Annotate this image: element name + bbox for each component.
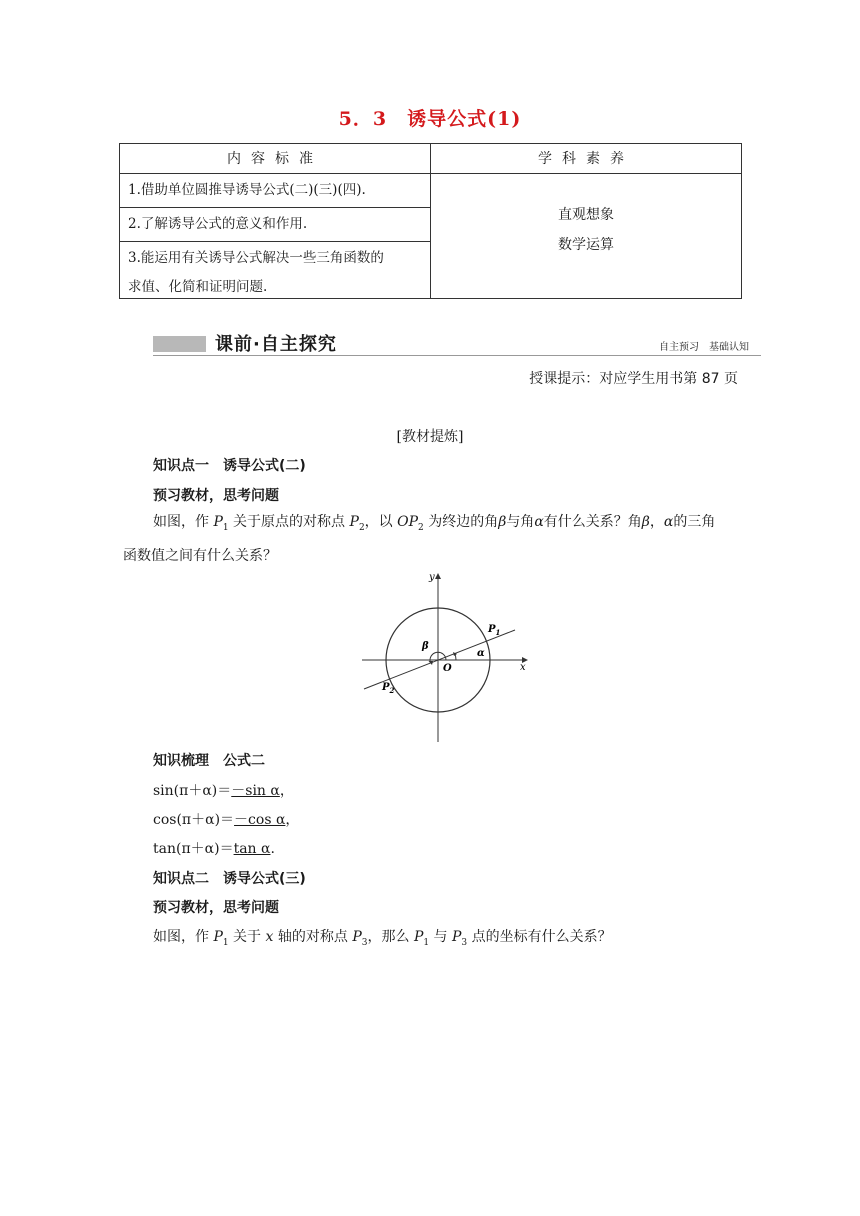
section-marker: [153, 336, 206, 352]
kp2-question: 如图，作 $P_1$ 关于 x 轴的对称点 $P_3$，那么 $P_1$ 与 $P_3$ 点的坐标有什么关系？: [153, 929, 612, 948]
kp1-question: 如图，作 $P_1$ 关于原点的对称点 $P_2$，以 $OP_2$ 为终边的角β与角α有什么关系？角β，α的三角: [153, 514, 716, 533]
content-standards-column: [120, 144, 431, 298]
section-banner: [153, 330, 761, 356]
formula-line: sin(π＋α)＝－sin α，: [153, 783, 294, 799]
unit-circle-figure: [360, 570, 540, 745]
p2-label: $P_2$: [382, 682, 395, 695]
section-divider: [153, 355, 761, 356]
literacy-column: [431, 144, 741, 298]
answer-blank: tan α: [233, 841, 271, 857]
answer-blank: －sin α: [231, 783, 280, 799]
teaching-hint: 授课提示：对应学生用书第 87 页: [529, 371, 738, 387]
origin-label: O: [443, 663, 452, 674]
formula-line: tan(π＋α)＝tan α.: [153, 841, 275, 857]
literacy-header: 学科素养: [431, 144, 741, 174]
section-title: 课前·自主探究: [215, 334, 337, 355]
literacy-item: 数学运算: [558, 237, 614, 253]
page-title: 5．3 诱导公式(1): [338, 108, 522, 130]
y-label: y: [429, 572, 435, 583]
textbook-heading: [教材提炼]: [396, 429, 464, 445]
standard-item: 1.借助单位圆推导诱导公式(二)(三)(四).: [120, 174, 430, 208]
kp1-heading: 知识点一 诱导公式(二): [153, 458, 306, 474]
kp1-preview: 预习教材，思考问题: [153, 488, 279, 504]
literacy-item: 直观想象: [558, 207, 614, 223]
kp2-heading: 知识点二 诱导公式(三): [153, 871, 306, 887]
x-label: x: [520, 662, 526, 673]
beta-label: β: [422, 641, 429, 652]
section-subtitle: 自主预习 基础认知: [659, 342, 749, 353]
standard-item: 3.能运用有关诱导公式解决一些三角函数的 求值、化简和证明问题.: [128, 250, 384, 295]
standards-table: [119, 143, 742, 299]
kp2-preview: 预习教材，思考问题: [153, 900, 279, 916]
formula-line: cos(π＋α)＝－cos α，: [153, 812, 300, 828]
standard-item: 2.了解诱导公式的意义和作用.: [120, 208, 430, 242]
p1-label: $P_1$: [488, 624, 501, 637]
content-standards-header: 内容标准: [120, 144, 430, 174]
answer-blank: －cos α: [234, 812, 286, 828]
alpha-label: α: [477, 648, 485, 659]
kp1-question-line2: 函数值之间有什么关系？: [123, 548, 277, 564]
literacy-list: [431, 174, 741, 260]
formula2-heading: 知识梳理 公式二: [153, 753, 265, 769]
y-axis-arrow: [435, 573, 441, 579]
